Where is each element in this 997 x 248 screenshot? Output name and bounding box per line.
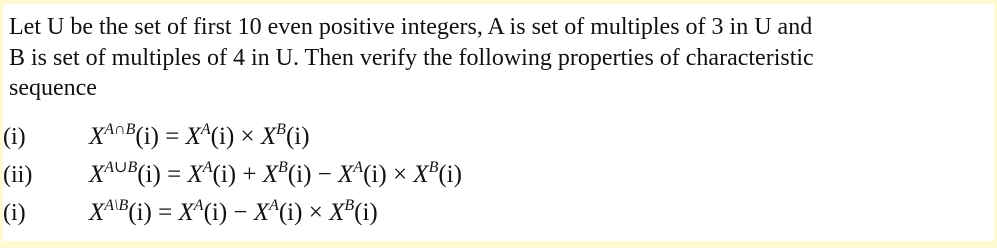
formula-union: $X^{A\cup B}(i) = X^A(i) + X^B(i) - X^A(i) \times X^B(i)$ (89, 159, 462, 188)
property-label: (i) (3, 200, 26, 226)
question-line-3: sequence (9, 75, 97, 101)
property-difference (3, 199, 378, 227)
property-label: (ii) (3, 162, 33, 188)
question-text (9, 12, 994, 104)
property-label: (i) (3, 124, 26, 150)
question-line-2: B is set of multiples of 4 in U. Then verify the following properties of characteristic (9, 44, 814, 71)
question-line-1: Let U be the set of first 10 even positive integers, A is set of multiples of 3 in U and (9, 14, 813, 40)
formula-difference: $X^{A\backslash B}(i) = X^A(i) - X^A(i) \times X^B(i)$ (89, 197, 378, 226)
formula-intersection: $X^{A\cap B}(i) = X^A(i) \times X^B(i)$ (89, 121, 310, 150)
property-union (3, 161, 462, 189)
property-intersection (3, 123, 310, 151)
